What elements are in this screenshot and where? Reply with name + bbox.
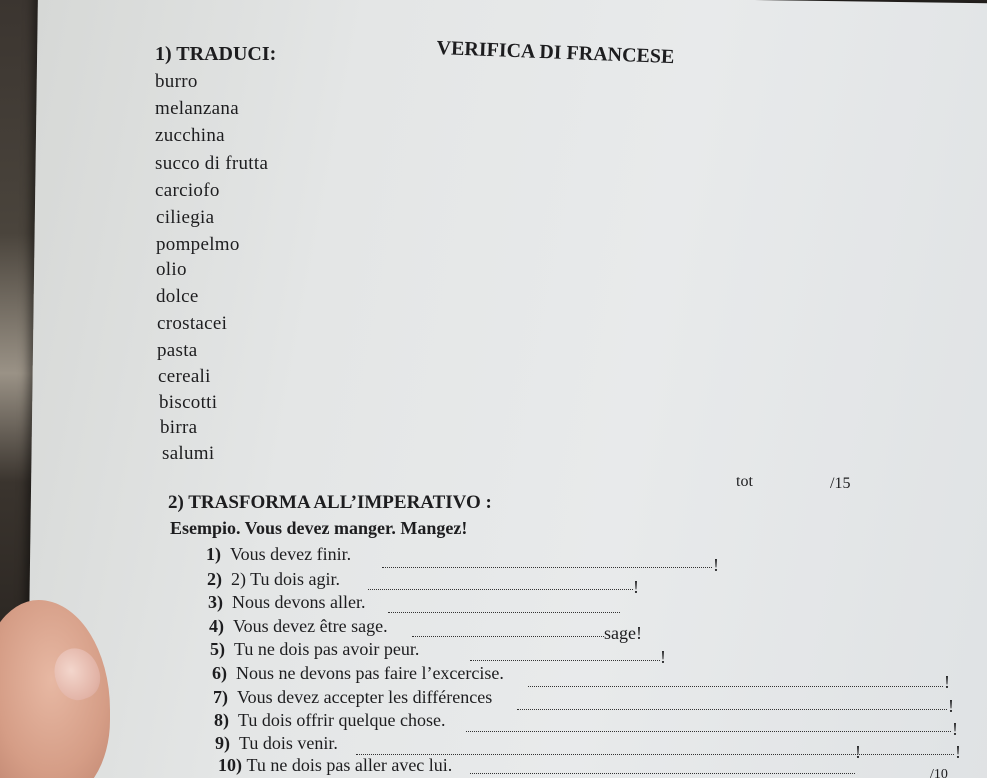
vocab-word: melanzana (155, 98, 239, 119)
section2-score: /10 (930, 767, 948, 778)
answer-line[interactable] (388, 612, 620, 613)
vocab-word: birra (160, 417, 198, 438)
vocab-word: carciofo (155, 180, 220, 201)
exercise-item: 2) 2) Tu dois agir. (207, 569, 341, 589)
vocab-word: pompelmo (156, 234, 240, 255)
section2-heading: 2) TRASFORMA ALL’IMPERATIVO : (168, 492, 492, 513)
exercise-item: 3) Nous devons aller. (208, 592, 366, 612)
score-label: tot (736, 473, 753, 490)
answer-line[interactable] (470, 660, 660, 661)
answer-line[interactable] (412, 636, 604, 637)
vocab-word: cereali (158, 366, 211, 387)
answer-line[interactable] (517, 709, 947, 710)
exercise-item: 8) Tu dois offrir quelque chose. (214, 710, 446, 730)
answer-line[interactable] (382, 567, 712, 568)
exercise-item: 9) Tu dois venir. (215, 733, 338, 753)
vocab-word: dolce (156, 286, 199, 307)
section1-heading: 1) TRADUCI: (155, 43, 277, 65)
example-answer: Mangez! (400, 518, 468, 538)
exercise-item: 10) Tu ne dois pas aller avec lui. (218, 755, 453, 775)
item-end: sage! (604, 623, 642, 643)
exercise-item: 4) Vous devez être sage. (209, 616, 388, 636)
exercise-item: 6) Nous ne devons pas faire l’excercise. (212, 663, 504, 683)
section1-score: /15 (830, 475, 851, 492)
vocab-word: salumi (162, 443, 215, 464)
item-end: ! (944, 672, 950, 692)
example-prefix: Esempio. Vous devez manger. (170, 518, 396, 538)
exercise-item: 7) Vous devez accepter les différences (213, 687, 493, 707)
vocab-word: succo di frutta (155, 153, 269, 174)
item-end: ! (955, 742, 961, 762)
vocab-word: olio (156, 259, 187, 280)
vocab-word: crostacei (157, 313, 228, 334)
item-end: ! (952, 719, 958, 739)
vocab-word: burro (155, 71, 198, 92)
item-end: ! (660, 647, 666, 667)
item-end: ! (633, 577, 639, 597)
item-end: ! (855, 742, 861, 762)
vocab-word: pasta (157, 340, 198, 361)
vocab-word: zucchina (155, 125, 225, 146)
answer-line[interactable] (528, 686, 943, 687)
vocab-word: biscotti (159, 392, 218, 413)
answer-line[interactable] (466, 731, 951, 732)
vocab-word: ciliegia (156, 207, 215, 228)
example-line (170, 519, 467, 537)
worksheet-title: VERIFICA DI FRANCESE (436, 37, 675, 69)
answer-line[interactable] (470, 773, 855, 774)
item-end: ! (713, 555, 719, 575)
exercise-item: 1) Vous devez finir. (206, 544, 352, 564)
item-end: ! (948, 696, 954, 716)
exercise-item: 5) Tu ne dois pas avoir peur. (210, 639, 420, 659)
answer-line[interactable] (368, 589, 633, 590)
